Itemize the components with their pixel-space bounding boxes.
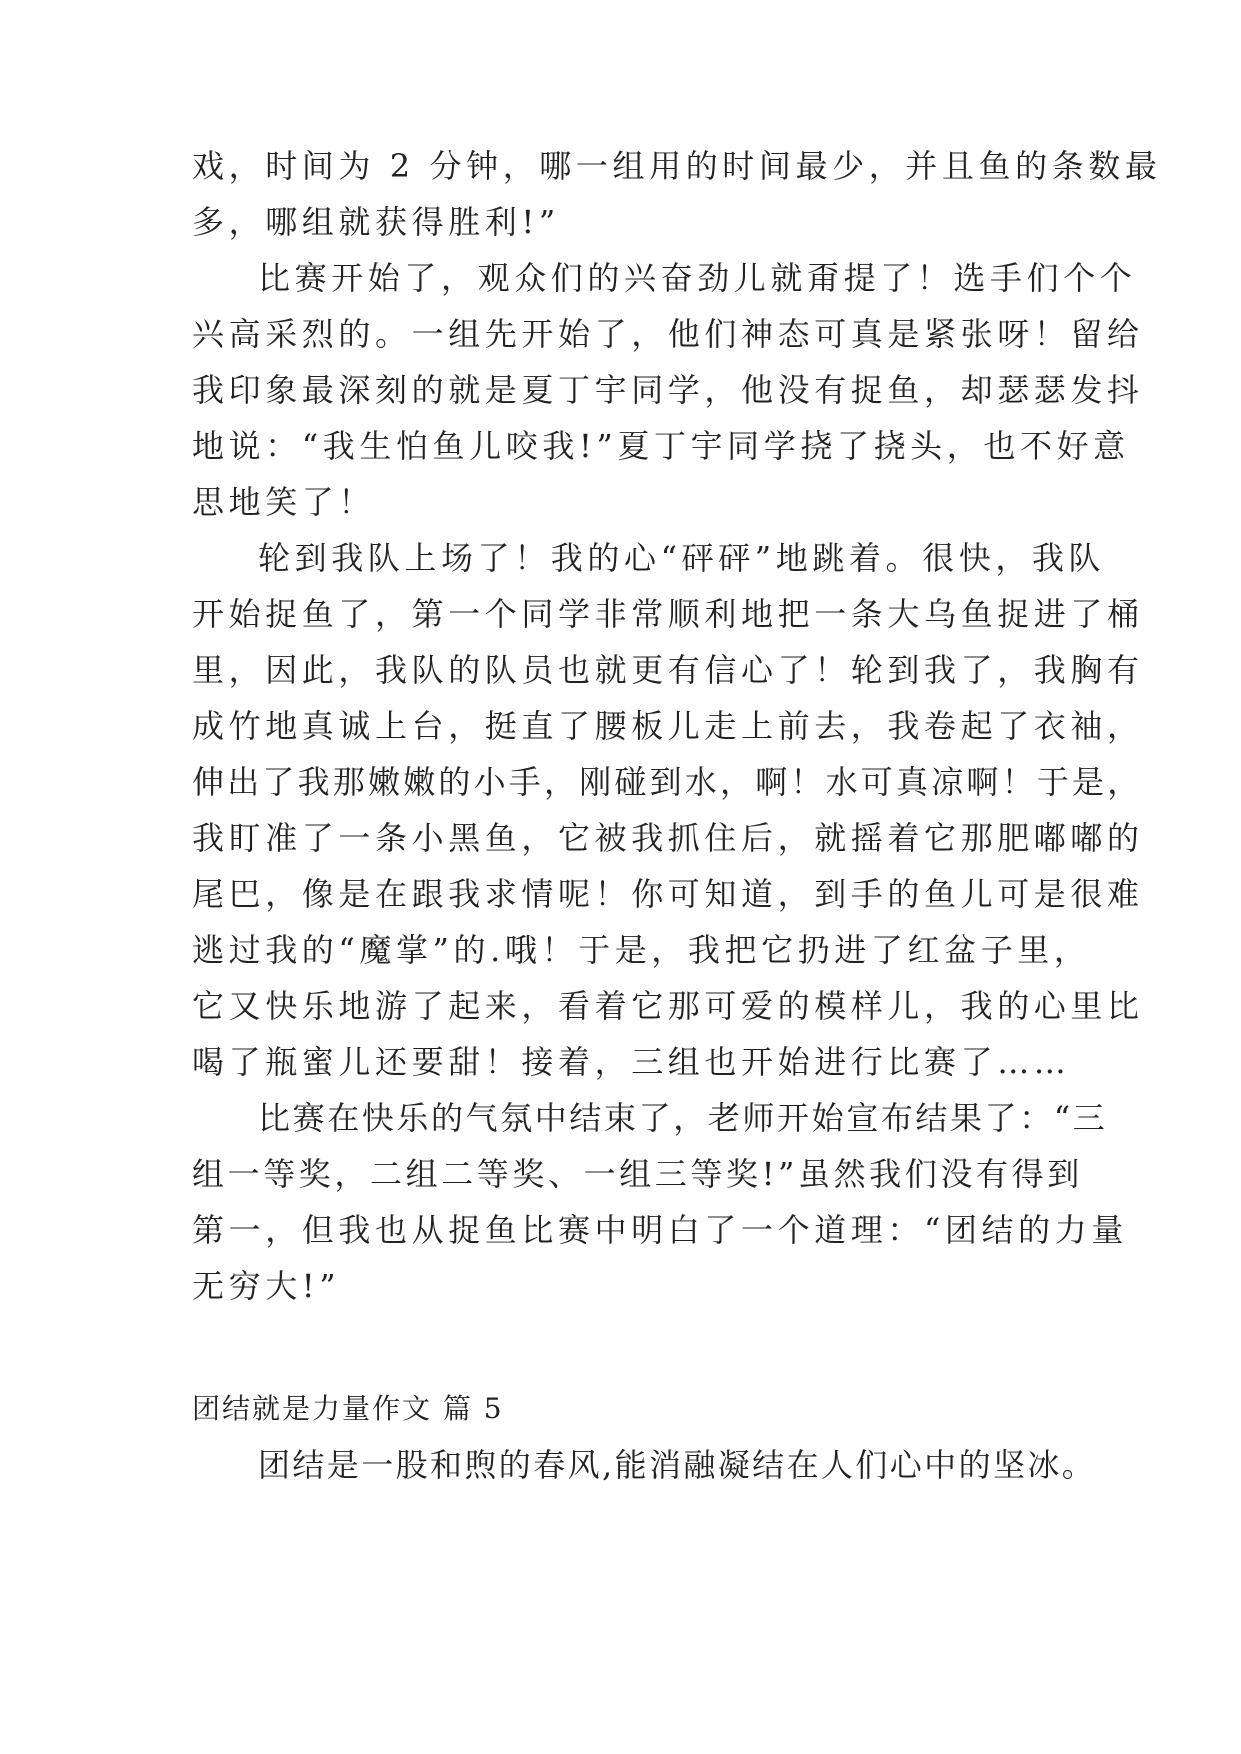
paragraph-line: 组一等奖，二组二等奖、一组三等奖!”虽然我们没有得到: [192, 1155, 1083, 1193]
paragraph-line: 思地笑了！: [192, 483, 376, 521]
paragraph-line: 多，哪组就获得胜利!”: [192, 203, 560, 241]
paragraph-line: 我盯准了一条小黑鱼，它被我抓住后，就摇着它那肥嘟嘟的: [192, 819, 1144, 857]
paragraph-line: 兴高采烈的。一组先开始了，他们神态可真是紧张呀！留给: [192, 315, 1144, 353]
paragraph-line: 伸出了我那嫩嫩的小手，刚碰到水，啊！水可真凉啊！于是，: [192, 763, 1143, 801]
paragraph-line: 我印象最深刻的就是夏丁宇同学，他没有捉鱼，却瑟瑟发抖: [192, 371, 1144, 409]
paragraph-line: 比赛在快乐的气氛中结束了，老师开始宣布结果了：“三: [258, 1099, 1108, 1137]
paragraph-line: 团结是一股和煦的春风,能消融凝结在人们心中的坚冰。: [258, 1446, 1097, 1484]
paragraph-line: 尾巴，像是在跟我求情呢！你可知道，到手的鱼儿可是很难: [192, 875, 1144, 913]
paragraph-line: 第一，但我也从捉鱼比赛中明白了一个道理：“团结的力量: [192, 1211, 1128, 1249]
paragraph-line: 轮到我队上场了！我的心“砰砰”地跳着。很快，我队: [258, 539, 1106, 577]
paragraph-line: 地说：“我生怕鱼儿咬我!”夏丁宇同学挠了挠头，也不好意: [192, 427, 1130, 465]
paragraph-line: 成竹地真诚上台，挺直了腰板儿走上前去，我卷起了衣袖，: [192, 707, 1144, 745]
paragraph-line: 它又快乐地游了起来，看着它那可爱的模样儿，我的心里比: [192, 987, 1144, 1025]
paragraph-line: 喝了瓶蜜儿还要甜！接着，三组也开始进行比赛了……: [192, 1043, 1071, 1081]
paragraph-line: 戏，时间为 2 分钟，哪一组用的时间最少，并且鱼的条数最: [192, 147, 1162, 185]
paragraph-line: 无穷大!”: [192, 1267, 341, 1305]
paragraph-line: 逃过我的“魔掌”的.哦！于是，我把它扔进了红盆子里，: [192, 931, 1091, 969]
paragraph-line: 里，因此，我队的队员也就更有信心了！轮到我了，我胸有: [192, 651, 1144, 689]
paragraph-line: 比赛开始了，观众们的兴奋劲儿就甭提了！选手们个个: [258, 259, 1137, 297]
section-heading: 团结就是力量作文 篇 5: [192, 1392, 504, 1425]
paragraph-line: 开始捉鱼了，第一个同学非常顺利地把一条大乌鱼捉进了桶: [192, 595, 1144, 633]
